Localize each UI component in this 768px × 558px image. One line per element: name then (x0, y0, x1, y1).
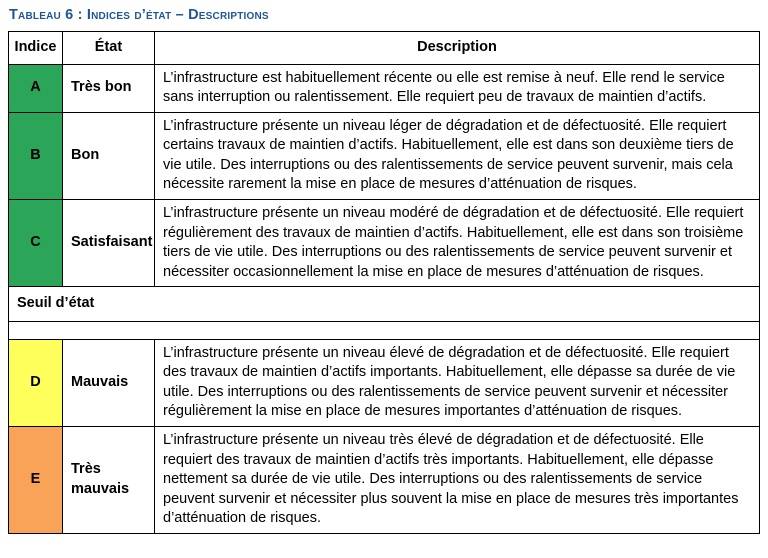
header-indice: Indice (9, 32, 63, 65)
indice-cell: B (9, 112, 63, 199)
header-etat: État (63, 32, 155, 65)
etat-cell: Mauvais (63, 339, 155, 426)
table-row (9, 112, 760, 199)
etat-cell: Très bon (63, 64, 155, 112)
description-cell: L’infrastructure présente un niveau élevé de dégradation et de défectuosité. Elle requiert des travaux de maintien d’actifs importants. Habituellement, elle dépasse sa durée de vie utile. Des interruptions ou des ralentissements de service peuvent survenir et nécessiter régulièrement la mise en place de mesures importantes d’atténuation de risques. (155, 339, 760, 426)
table-row (9, 64, 760, 112)
table-row (9, 339, 760, 426)
description-cell: L’infrastructure présente un niveau très élevé de dégradation et de défectuosité. Elle requiert des travaux de maintien d’actifs très importants. Habituellement, elle dépasse nettement sa durée de vie utile. Des interruptions ou des ralentissements de service peuvent survenir et nécessiter plus souvent la mise en place de mesures très importantes d’atténuation de risques. (155, 427, 760, 534)
table-row (9, 199, 760, 286)
condition-index-table (8, 31, 760, 534)
indice-cell: A (9, 64, 63, 112)
description-cell: L’infrastructure présente un niveau léger de dégradation et de défectuosité. Elle requiert certains travaux de maintien d’actifs. Habituellement, elle est dans son deuxième tiers de vie utile. Des interruptions ou des ralentissements de service peuvent survenir, mais cela nécessite rarement la mise en place de mesures d’atténuation de risques. (155, 112, 760, 199)
indice-cell: D (9, 339, 63, 426)
empty-spacer-row (9, 321, 760, 339)
table-caption: Tableau 6 : Indices d’état – Descriptions (9, 7, 269, 23)
etat-cell: Très mauvais (63, 427, 155, 534)
etat-cell: Bon (63, 112, 155, 199)
threshold-label: Seuil d’état (9, 287, 760, 322)
etat-cell: Satisfaisant (63, 199, 155, 286)
header-row (9, 32, 760, 65)
table-row (9, 427, 760, 534)
indice-cell: C (9, 199, 63, 286)
threshold-separator-row (9, 287, 760, 322)
description-cell: L’infrastructure est habituellement récente ou elle est remise à neuf. Elle rend le service sans interruption ou ralentissement. Elle requiert peu de travaux de maintien d’actifs. (155, 64, 760, 112)
empty-spacer-cell (9, 321, 760, 339)
description-cell: L’infrastructure présente un niveau modéré de dégradation et de défectuosité. Elle requiert régulièrement des travaux de maintien d’actifs. Habituellement, elle est dans son troisième tiers de vie utile. Des interruptions ou des ralentissements de service peuvent survenir et nécessiter occasionnellement la mise en place de mesures d’atténuation de risques. (155, 199, 760, 286)
indice-cell: E (9, 427, 63, 534)
header-description: Description (155, 32, 760, 65)
